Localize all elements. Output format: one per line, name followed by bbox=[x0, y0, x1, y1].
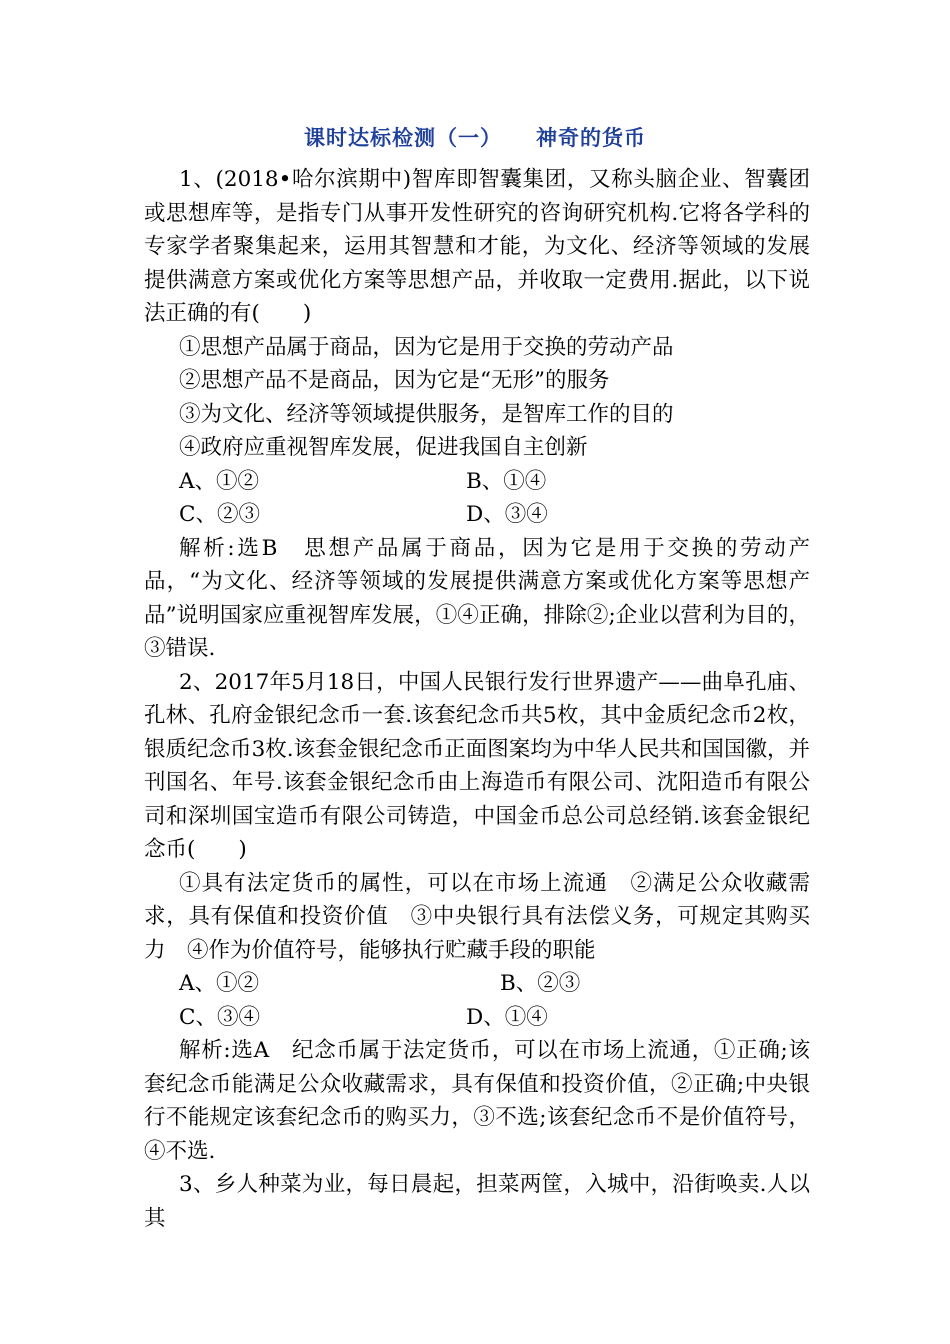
question-1-item-1: ①思想产品属于商品，因为它是用于交换的劳动产品 bbox=[179, 334, 674, 360]
question-2-choice-b: B、②③ bbox=[500, 971, 581, 996]
question-2-choices-row-1 bbox=[144, 967, 810, 1001]
question-2-items: ①具有法定货币的属性，可以在市场上流通 ②满足公众收藏需求，具有保值和投资价值 ③中央银行具有法偿义务，可规定其购买力 ④作为价值符号，能够执行贮藏手段的职能 bbox=[144, 870, 810, 963]
question-2-analysis: 解析:选A 纪念币属于法定货币，可以在市场上流通，①正确;该套纪念币能满足公众收藏需求，具有保值和投资价值，②正确;中央银行不能规定该套纪念币的购买力，③不选;该套纪念币不是价值符号，④不选. bbox=[144, 1038, 810, 1164]
page-title bbox=[0, 122, 950, 152]
title-part2: 神奇的货币 bbox=[536, 126, 646, 150]
question-1-stem: 1、(2018•哈尔滨期中)智库即智囊集团，又称头脑企业、智囊团或思想库等，是指专门从事开发性研究的咨询研究机构.它将各学科的专家学者聚集起来，运用其智慧和才能，为文化、经济等领域的发展提供满意方案或优化方案等思想产品，并收取一定费用.据此，以下说法正确的有( ) bbox=[144, 167, 810, 326]
questions-body bbox=[144, 163, 810, 1235]
question-2-choice-c: C、③④ bbox=[179, 1004, 260, 1030]
question-1-choice-a: A、①② bbox=[179, 468, 260, 494]
question-1-choice-d: D、③④ bbox=[466, 502, 548, 527]
question-2-choice-d: D、①④ bbox=[466, 1004, 548, 1030]
question-1-choices-row-2 bbox=[144, 498, 810, 532]
question-1-analysis: 解析:选B 思想产品属于商品，因为它是用于交换的劳动产品，“为文化、经济等领域的发展提供满意方案或优化方案等思想产品”说明国家应重视智库发展，①④正确，排除②;企业以营利为目的，③错误. bbox=[144, 535, 810, 661]
question-2-choice-a: A、①② bbox=[179, 971, 260, 996]
question-1-item-3: ③为文化、经济等领域提供服务，是智库工作的目的 bbox=[179, 401, 674, 427]
title-part1: 课时达标检测（一） bbox=[304, 126, 502, 150]
question-2-choices-row-2 bbox=[144, 1001, 810, 1035]
question-1-item-2: ②思想产品不是商品，因为它是“无形”的服务 bbox=[179, 368, 610, 393]
question-1-choices-row-1 bbox=[144, 465, 810, 499]
question-1-choice-b: B、①④ bbox=[466, 468, 547, 494]
question-1-choice-c: C、②③ bbox=[179, 502, 260, 527]
question-3-stem: 3、乡人种菜为业，每日晨起，担菜两筐，入城中，沿街唤卖.人以其 bbox=[144, 1172, 810, 1231]
question-1-item-4: ④政府应重视智库发展，促进我国自主创新 bbox=[179, 435, 588, 460]
question-2-stem: 2、2017年5月18日，中国人民银行发行世界遗产——曲阜孔庙、孔林、孔府金银纪念币一套.该套纪念币共5枚，其中金质纪念币2枚，银质纪念币3枚.该套金银纪念币正面图案均为中华人民共和国国徽，并刊国名、年号.该套金银纪念币由上海造币有限公司、沈阳造币有限公司和深圳国宝造币有限公司铸造，中国金币总公司总经销.该套金银纪念币( ) bbox=[144, 669, 810, 862]
